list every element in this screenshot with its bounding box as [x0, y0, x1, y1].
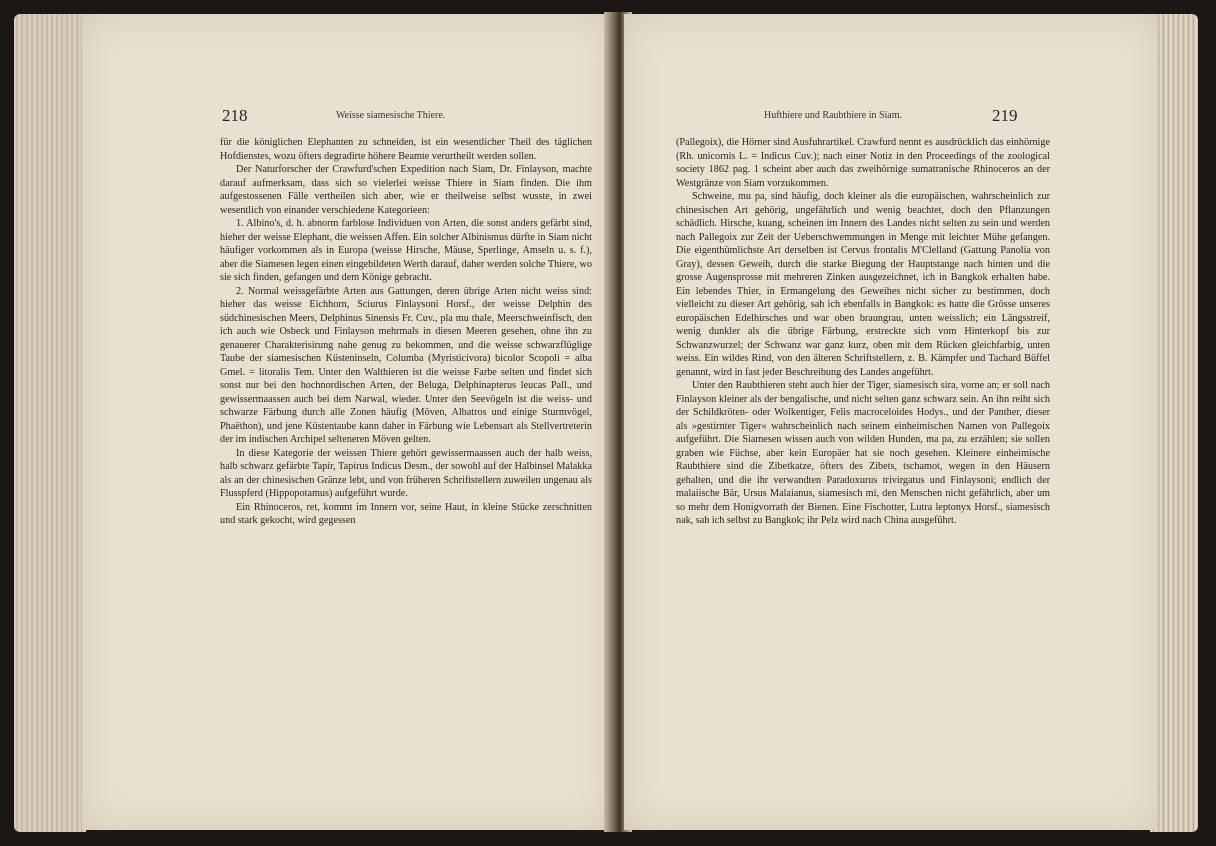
right-page: [624, 14, 1158, 830]
left-page: [82, 14, 612, 830]
page-edges-left: [14, 14, 86, 832]
running-head: Weisse siamesische Thiere.: [336, 110, 446, 121]
paragraph: für die königlichen Elephanten zu schneiden, ist ein wesentlicher Theil des täglichen Hofdienstes, wozu öfters degradirte höhere Beamte verurtheilt werden sollen.: [220, 137, 592, 162]
paragraph: In diese Kategorie der weissen Thiere gehört gewissermaassen auch der halb weiss, halb schwarz gefärbte Tapir, Tapirus Indicus Desm., der sowohl auf der Halbinsel Malakka als an der chinesischen Gränze lebt, und von früheren Schriftstellern zuweilen ungenau als Flusspferd (Hippopotamus) aufgeführt wurde.: [220, 447, 592, 499]
paragraph: Unter den Raubthieren steht auch hier der Tiger, siamesisch sira, vorne an; er soll nach Finlayson kleiner als der bengalische, und nicht selten ganz schwarz sein. An ihn reiht sich der Schildkröten- oder Wolkentiger, Felis macroceloides Hodys., und der Panther, dieser als »gestirnter Tiger« wahrscheinlich nach seinem einheimischen Namen von Pallegoix aufgeführt. Die Siamesen wissen auch von wilden Hunden, ma pa, zu erzählen; sie sollen graben wie Füchse, aber kein Europäer hat sie noch gesehen. Kleinere einheimische Raubthiere sind die Zibetkatze, öfters des Zibets, tschamot, wegen in den Häusern gehalten, und die ihr verwandten Paradoxurus trivirgatus und Finlaysoni; endlich der malaiische Bär, Ursus Malaianus, siamesisch mi, den Menschen nicht gefährlich, aber um so mehr dem Honigvorrath der Bienen. Eine Fischotter, Lutra leptonyx Horsf., siamesisch nak, sah ich selbst zu Bangkok; ihr Pelz wird nach China ausgeführt.: [676, 380, 1050, 526]
page-number: 218: [222, 106, 248, 125]
page-number: 219: [992, 106, 1018, 125]
list-item: 2. Normal weissgefärbte Arten aus Gattungen, deren übrige Arten nicht weiss sind: hieher das weisse Eichhorn, Sciurus Finlaysoni Horsf., der weisse Delphin des südchinesischen Meers, Delphinus Sinensis Fr. Cuv., pla mu thale, Meerschweinfisch, den ich auch wie Osbeck und Finlayson mehrmals in diesen Meeren gesehen, ohne ihn zu genauerer Charakterisirung nahe genug zu bekommen, und die weisse schwarzflüglige Taube der siamesischen Küsteninseln, Columba (Myristicivora) bicolor Scopoli = alba Gmel. = litoralis Tem. Unter den Walthieren ist die weisse Farbe selten und findet sich sonst nur bei den hochnordischen Arten, der Beluga, Delphinapterus leucas Pall., und gewissermaassen auch bei dem Narwal, wieder. Unter den Seevögeln ist die weiss- und schwarze Färbung durch alle Zonen häufig (Möven, Albatros und einige Sturmvögel, Phaëthon), und jene Küstentaube kann daher in Färbung wie Lebensart als Stellvertreterin der im indischen Archipel selteneren Möven gelten.: [220, 285, 592, 445]
paragraph: Ein Rhinoceros, ret, kommt im Innern vor, seine Haut, in kleine Stücke zerschnitten und stark gekocht, wird gegessen: [220, 501, 592, 526]
paragraph: Schweine, mu pa, sind häufig, doch kleiner als die europäischen, wahrscheinlich zur chinesischen Art gehörig, ungefährlich und wenig beachtet, doch den Pflanzungen schädlich. Hirsche, kuang, scheinen im Innern des Landes nicht selten zu sein und werden nach Pallegoix zur Zeit der Ueberschwemmungen in Menge mit leichter Mühe gefangen. Die eigenthümlichste Art derselben ist Cervus frontalis M'Clelland (Gattung Panolia von Gray), dessen Geweih, durch die starke Biegung der Hauptstange nach hinten und die grosse Augensprosse mit mehreren Zinken ausgezeichnet, ich in Bangkok erhalten habe. Ein lebendes Thier, in Ermangelung des Geweihes nicht sicher zu bestimmen, doch vielleicht zu dieser Art gehörig, sah ich ebenfalls in Bangkok: es hatte die Grösse unseres europäischen Edelhirsches und war oben braungrau, unten weisslich; ein Längsstreif, wenig dunkler als die übrige Färbung, erstreckte sich vom Hinterkopf bis zur Schwanzwurzel; der Schwanz war ganz kurz, oben mit dem Rücken gleichfarbig, unten weiss. Ein wildes Rind, von den älteren Schriftstellern, z. B. Kämpfer und Tachard Büffel genannt, wird in fast jeder Beschreibung des Landes angeführt.: [676, 191, 1050, 378]
open-book: [0, 8, 1216, 838]
paragraph: Der Naturforscher der Crawfurd'schen Expedition nach Siam, Dr. Finlayson, machte darauf aufmerksam, dass sich so vielerlei weisse Thiere in Siam finden. Die ihm aufgestossenen Fälle vertheilen sich aber, wie er theilweise selbst wusste, in zwei wesentlich von einander verschiedene Kategorieen:: [220, 164, 592, 216]
paragraph: (Pallegoix), die Hörner sind Ausfuhrartikel. Crawfurd nennt es ausdrücklich das einhörnige (Rh. unicornis L. = Indicus Cuv.); nach einer Notiz in den Proceedings of the zoological society 1862 pag. 1 scheint aber auch das zweihörnige sumatranische Rhinoceros an der Westgränze von Siam vorzukommen.: [676, 137, 1050, 189]
running-head: Hufthiere und Raubthiere in Siam.: [764, 110, 903, 121]
right-page-text: [676, 136, 1050, 528]
list-item: 1. Albino's, d. h. abnorm farblose Individuen von Arten, die sonst anders gefärbt sind, hieher der weisse Elephant, die weissen Affen. Ein solcher Albinismus dürfte in Siam nicht häufiger vorkommen als in Europa (weisse Hirsche, Mäuse, Sperlinge, Amseln u. s. f.), aber die Siamesen legen einen eingebildeten Werth darauf, daher werden solche Thiere, wo sie sich finden, gefangen und dem Könige gebracht.: [220, 218, 592, 283]
left-page-text: [220, 136, 592, 528]
